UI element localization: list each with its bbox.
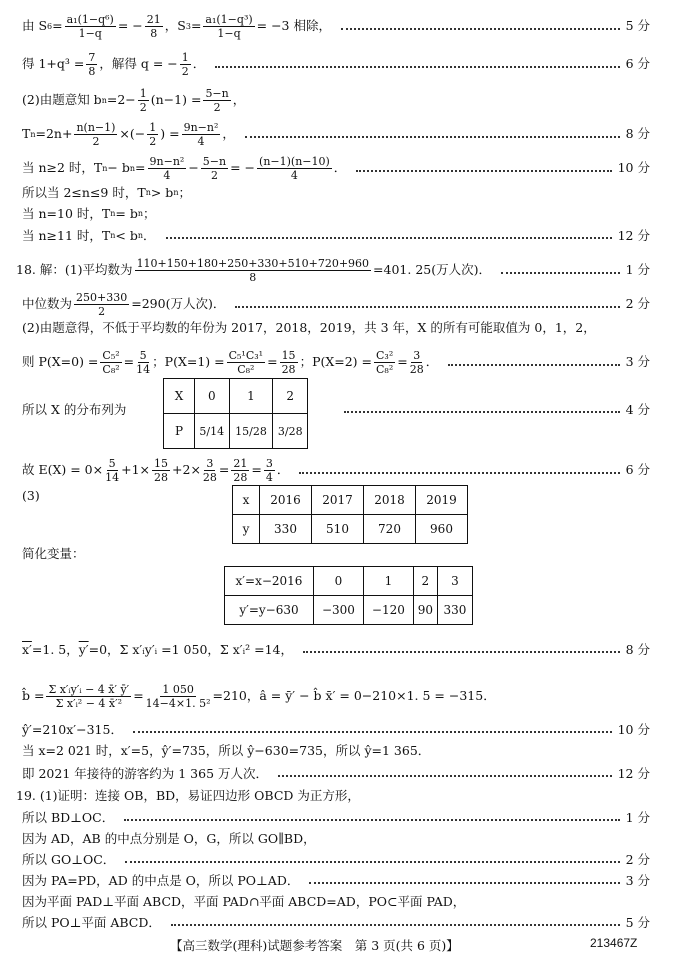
table-row <box>233 515 468 544</box>
leader-dots <box>309 882 619 884</box>
table-cell: 1 <box>229 379 273 414</box>
fraction <box>65 14 116 39</box>
denominator: 2 <box>213 101 221 114</box>
line-9 <box>16 258 650 283</box>
text: = − <box>230 160 256 176</box>
fraction <box>203 458 217 483</box>
score: 3 分 <box>625 873 650 888</box>
numerator: n(n−1) <box>76 121 116 134</box>
footer-title: 【高三数学(理科)试题参考答案 第 3 页(共 6 页)】 <box>170 938 459 953</box>
table-cell: 3/28 <box>273 414 308 449</box>
numerator: C₅² <box>102 349 120 362</box>
table-cell: P <box>164 414 195 449</box>
denominator: 1−q <box>78 27 102 40</box>
text: = <box>123 354 135 370</box>
denominator: 8 <box>88 65 96 78</box>
table-cell: y′=y−630 <box>225 596 314 625</box>
table-row <box>233 486 468 515</box>
sub: n <box>129 163 136 173</box>
score: 2 分 <box>625 852 650 867</box>
table-cell: 3 <box>437 567 472 596</box>
text: 中位数为 <box>22 296 73 312</box>
line-11 <box>22 322 650 335</box>
score: 6 分 <box>625 462 650 478</box>
text: =2n+ <box>35 126 73 142</box>
text: =2− <box>106 92 136 108</box>
text: 因为 PA=PD，AD 的中点是 O，所以 PO⊥AD． <box>22 873 300 888</box>
text: T <box>22 126 31 142</box>
table-row <box>225 596 473 625</box>
sub: 3 <box>185 21 191 31</box>
fraction <box>148 156 187 181</box>
text: =0，Σ x′ᵢy′ᵢ =1 050，Σ x′ᵢ² =14， <box>88 642 293 657</box>
leader-dots <box>501 272 620 274</box>
leader-dots <box>171 924 620 926</box>
fraction <box>136 350 150 375</box>
denominator: 4 <box>290 169 298 182</box>
denominator: C₈² <box>376 363 394 376</box>
table-cell: 1 <box>363 567 413 596</box>
score: 3 分 <box>625 354 650 370</box>
denominator: 2 <box>98 305 106 318</box>
line-19 <box>22 724 650 737</box>
line-23 <box>22 812 650 825</box>
leader-dots <box>356 170 611 172</box>
text: < b <box>115 228 138 243</box>
numerator: Σ x′ᵢy′ᵢ − 4 x̄′ ȳ′ <box>48 683 130 696</box>
line-17 <box>22 644 650 657</box>
denominator: 8 <box>249 271 257 284</box>
fraction <box>145 14 163 39</box>
denominator: 28 <box>281 363 296 376</box>
table-cell: 330 <box>260 515 312 544</box>
text: b̂ = <box>22 688 45 704</box>
text: ，S <box>164 18 186 34</box>
data-table <box>232 485 468 544</box>
fraction <box>280 350 298 375</box>
fraction <box>410 350 424 375</box>
leader-dots <box>166 237 612 239</box>
denominator: 14−4×1. 5² <box>145 697 211 710</box>
text: 即 2021 年接待的游客约为 1 365 万人次． <box>22 766 268 781</box>
denominator: 4 <box>197 135 205 148</box>
numerator: 1 050 <box>162 683 194 696</box>
table-row <box>164 414 308 449</box>
score: 8 分 <box>625 642 650 657</box>
line-1 <box>22 14 650 39</box>
text: ． <box>276 462 290 478</box>
numerator: a₁(1−q³) <box>205 13 253 26</box>
table-cell: 510 <box>312 515 364 544</box>
line-16 <box>22 548 650 561</box>
text: 所以 X 的分布列为 <box>22 402 127 417</box>
text: =401. 25(万人次)． <box>373 262 491 278</box>
fraction <box>100 350 121 375</box>
numerator: 7 <box>88 51 96 64</box>
numerator: 21 <box>146 13 161 26</box>
text: = <box>251 462 262 478</box>
numerator: a₁(1−q⁶) <box>66 13 114 26</box>
text: = − <box>117 18 143 34</box>
leader-dots <box>125 861 619 863</box>
text: 当 x=2 021 时，x′=5，ŷ′=735，所以 ŷ−630=735，所以 ŷ=1 365． <box>22 743 431 758</box>
table-row <box>164 379 308 414</box>
numerator: 5−n <box>205 87 229 100</box>
text: 19. (1)证明：连接 OB，BD，易证四边形 OBCD 为正方形， <box>16 788 360 803</box>
line-10 <box>22 292 650 317</box>
score: 5 分 <box>625 18 650 34</box>
text: = <box>397 354 408 370</box>
sub: n <box>173 188 179 198</box>
numerator: C₃² <box>376 349 394 362</box>
footer-code: 213467Z <box>590 936 638 950</box>
text: +2× <box>172 462 201 478</box>
denominator: Σ x′ᵢ² − 4 x̄′² <box>55 697 123 710</box>
sub: n <box>137 209 143 219</box>
numerator: 21 <box>233 457 248 470</box>
fraction <box>152 458 170 483</box>
fraction <box>182 122 221 147</box>
denominator: 4 <box>265 471 273 484</box>
leader-dots <box>215 66 619 68</box>
fraction <box>74 292 129 317</box>
table-cell: 90 <box>413 596 437 625</box>
text: ． <box>425 354 439 370</box>
text: 当 n≥11 时，T <box>22 228 111 243</box>
line-25 <box>22 854 650 867</box>
fraction <box>180 52 191 77</box>
text: (3) <box>22 488 40 503</box>
table-cell: 2018 <box>364 486 416 515</box>
text: = <box>133 688 144 704</box>
text: ． <box>192 56 206 72</box>
fraction <box>227 350 265 375</box>
fraction <box>146 684 211 709</box>
text: 所以 PO⊥平面 ABCD． <box>22 915 161 930</box>
leader-dots <box>278 775 612 777</box>
text: = <box>218 462 230 478</box>
fraction <box>105 458 119 483</box>
text: (n−1) = <box>150 92 202 108</box>
leader-dots <box>245 136 620 138</box>
score: 6 分 <box>625 56 650 72</box>
numerator: 1 <box>181 51 189 64</box>
text: ；P(X=1) = <box>152 354 225 370</box>
score: 12 分 <box>617 228 650 243</box>
line-22 <box>16 790 650 803</box>
leader-dots <box>235 306 619 308</box>
fraction <box>147 122 158 147</box>
text: ， <box>232 92 246 108</box>
table-cell: x <box>233 486 260 515</box>
text: ， <box>222 126 235 142</box>
text: = <box>52 18 63 34</box>
fraction <box>201 156 228 181</box>
denominator: 14 <box>136 363 151 376</box>
denominator: 2 <box>139 101 147 114</box>
denominator: 14 <box>105 471 120 484</box>
text: 当 n≥2 时，T <box>22 160 103 176</box>
fraction <box>257 156 332 181</box>
score: 10 分 <box>617 160 650 176</box>
score: 1 分 <box>625 810 650 825</box>
text: 简化变量： <box>22 546 85 561</box>
line-6 <box>22 187 650 200</box>
text: 当 n=10 时，T <box>22 206 111 221</box>
fraction <box>203 14 254 39</box>
numerator: 3 <box>206 457 214 470</box>
table-cell: 2019 <box>416 486 468 515</box>
text: > b <box>150 185 174 200</box>
fraction <box>231 458 249 483</box>
table-cell: 2016 <box>260 486 312 515</box>
denominator: 28 <box>202 471 217 484</box>
leader-dots <box>303 651 620 653</box>
numerator: 1 <box>149 121 157 134</box>
line-3 <box>22 88 650 113</box>
fraction <box>374 350 395 375</box>
fraction <box>46 684 131 709</box>
line-5 <box>22 156 650 181</box>
text: − b <box>107 160 130 176</box>
denominator: 28 <box>233 471 248 484</box>
numerator: 9n−n² <box>149 155 185 168</box>
denominator: 1−q <box>217 27 241 40</box>
text: 所以当 2≤n≤9 时，T <box>22 185 146 200</box>
leader-dots <box>299 472 619 474</box>
text: ； <box>142 206 156 221</box>
sub: n <box>30 129 36 139</box>
text: (2)由题意知 b <box>22 92 102 108</box>
text: (2)由题意得，不低于平均数的年份为 2017，2018，2019，共 3 年，X 的所有可能取值为 0，1，2， <box>22 320 596 335</box>
denominator: 2 <box>210 169 218 182</box>
table-cell: y <box>233 515 260 544</box>
line-7 <box>22 208 650 221</box>
line-8 <box>22 230 650 243</box>
text: = b <box>115 206 138 221</box>
sub: n <box>110 231 116 241</box>
numerator: 3 <box>265 457 273 470</box>
sub: n <box>145 188 151 198</box>
fraction <box>74 122 117 147</box>
score: 10 分 <box>617 722 650 737</box>
text: 所以 GO⊥OC． <box>22 852 116 867</box>
numerator: 3 <box>413 349 421 362</box>
score: 8 分 <box>625 126 650 142</box>
table-cell: 0 <box>314 567 364 596</box>
table-cell: 0 <box>195 379 230 414</box>
text: 则 P(X=0) = <box>22 354 99 370</box>
leader-dots <box>448 364 619 366</box>
numerator: 5 <box>108 457 116 470</box>
text: 因为平面 PAD⊥平面 ABCD，平面 PAD∩平面 ABCD=AD，PO⊂平面 PAD， <box>22 894 466 909</box>
text: ) = <box>160 126 180 142</box>
sub: n <box>101 95 107 105</box>
numerator: 110+150+180+250+330+510+720+960 <box>136 257 370 270</box>
text: = <box>267 354 278 370</box>
text: 所以 BD⊥OC． <box>22 810 115 825</box>
text: ŷ′=210x′−315． <box>22 722 123 737</box>
text: ； <box>178 185 191 200</box>
score: 4 分 <box>625 402 650 417</box>
text: =210，â = ȳ′ − b̂ x̄′ = 0−210×1. 5 = −315． <box>212 688 496 704</box>
text: ． <box>142 228 156 243</box>
line-2 <box>22 52 650 77</box>
text: y′ <box>78 642 89 657</box>
table-cell: X <box>164 379 195 414</box>
line-14 <box>22 458 650 483</box>
denominator: C₈² <box>102 363 120 376</box>
denominator: 28 <box>409 363 424 376</box>
table-row <box>225 567 473 596</box>
line-24 <box>22 833 650 846</box>
sub: n <box>102 163 108 173</box>
numerator: 15 <box>154 457 169 470</box>
text: x′ <box>22 642 32 657</box>
line-4 <box>22 122 650 147</box>
score: 2 分 <box>625 296 650 312</box>
line-28 <box>22 917 650 930</box>
denominator: C₈² <box>237 363 255 376</box>
denominator: 4 <box>163 169 171 182</box>
text: 因为 AD，AB 的中点分别是 O，G，所以 GO∥BD， <box>22 831 316 846</box>
text: = <box>135 160 146 176</box>
leader-dots <box>341 28 620 30</box>
table-cell: 15/28 <box>229 414 273 449</box>
text: =1. 5， <box>31 642 79 657</box>
sub: 6 <box>47 21 53 31</box>
table-cell: 5/14 <box>195 414 230 449</box>
line-21 <box>22 768 650 781</box>
table-cell: 2 <box>273 379 308 414</box>
leader-dots <box>124 819 619 821</box>
text: =290(万人次)． <box>131 296 226 312</box>
table-cell: 330 <box>437 596 472 625</box>
line-26 <box>22 875 650 888</box>
fraction <box>203 88 230 113</box>
simplified-table <box>224 566 473 625</box>
text: +1× <box>121 462 151 478</box>
fraction <box>86 52 97 77</box>
text: = <box>190 18 202 34</box>
table-cell: 720 <box>364 515 416 544</box>
score: 12 分 <box>617 766 650 781</box>
text: 由 S <box>22 18 48 34</box>
denominator: 2 <box>181 65 189 78</box>
denominator: 2 <box>149 135 157 148</box>
numerator: 1 <box>139 87 147 100</box>
denominator: 2 <box>92 135 100 148</box>
numerator: (n−1)(n−10) <box>259 155 330 168</box>
leader-dots <box>344 411 619 413</box>
table-cell: 960 <box>416 515 468 544</box>
fraction <box>264 458 275 483</box>
denominator: 28 <box>154 471 169 484</box>
table-cell: 2017 <box>312 486 364 515</box>
numerator: 9n−n² <box>183 121 219 134</box>
text: ；P(X=2) = <box>299 354 372 370</box>
line-18 <box>22 684 650 709</box>
numerator: 15 <box>281 349 296 362</box>
table-cell: x′=x−2016 <box>225 567 314 596</box>
numerator: 5−n <box>202 155 227 168</box>
line-27 <box>22 896 650 909</box>
sub: n <box>137 231 143 241</box>
numerator: 5 <box>139 349 147 362</box>
text: 18. 解：(1)平均数为 <box>16 262 133 278</box>
score: 1 分 <box>625 262 650 278</box>
denominator: 8 <box>150 27 158 40</box>
text: = −3 相除， <box>256 18 331 34</box>
table-cell: 2 <box>413 567 437 596</box>
text: ，解得 q = − <box>99 56 178 72</box>
distribution-table <box>163 378 308 449</box>
numerator: C₅¹C₃¹ <box>228 349 264 362</box>
text: − <box>188 160 199 176</box>
line-20 <box>22 745 650 758</box>
fraction <box>135 258 371 283</box>
line-13 <box>22 404 650 417</box>
text: 得 1+q³ = <box>22 56 85 72</box>
table-cell: −120 <box>363 596 413 625</box>
leader-dots <box>133 731 612 733</box>
text: ． <box>333 160 347 176</box>
text: 故 E(X) = 0× <box>22 462 104 478</box>
line-12 <box>22 350 650 375</box>
score: 5 分 <box>625 915 650 930</box>
fraction <box>138 88 149 113</box>
sub: n <box>110 209 116 219</box>
text: ×(− <box>119 126 146 142</box>
table-cell: −300 <box>314 596 364 625</box>
numerator: 250+330 <box>76 291 128 304</box>
